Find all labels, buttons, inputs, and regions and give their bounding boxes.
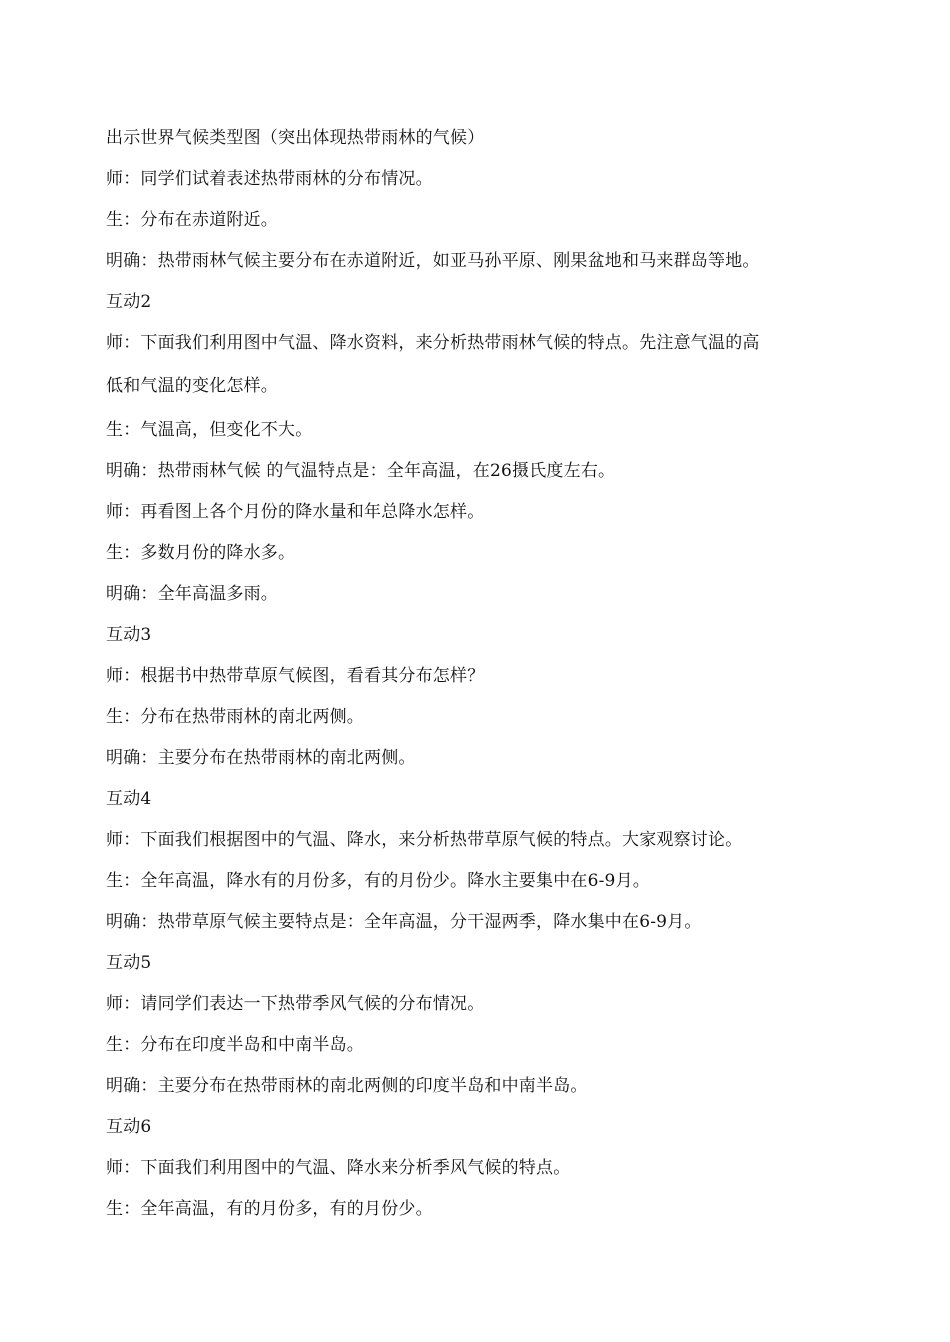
text-line: 明确：热带雨林气候 的气温特点是：全年高温，在26摄氏度左右。 — [106, 461, 616, 481]
text-line: 出示世界气候类型图（突出体现热带雨林的气候） — [106, 128, 485, 148]
section-heading: 互动4 — [106, 789, 152, 809]
text-line: 生：多数月份的降水多。 — [106, 543, 296, 563]
text-line: 师：下面我们利用图中气温、降水资料，来分析热带雨林气候的特点。先注意气温的高 — [106, 333, 760, 353]
text-line: 明确：主要分布在热带雨林的南北两侧。 — [106, 748, 416, 768]
text-line: 师：同学们试着表述热带雨林的分布情况。 — [106, 169, 433, 189]
text-line: 师：请同学们表达一下热带季风气候的分布情况。 — [106, 994, 485, 1014]
section-heading: 互动5 — [106, 953, 152, 973]
text-line: 生：分布在热带雨林的南北两侧。 — [106, 707, 364, 727]
text-line: 师：下面我们利用图中的气温、降水来分析季风气候的特点。 — [106, 1158, 571, 1178]
section-heading: 互动6 — [106, 1117, 152, 1137]
lesson-transcript — [106, 118, 866, 1230]
text-line: 明确：热带草原气候主要特点是：全年高温，分干湿两季，降水集中在6-9月。 — [106, 912, 702, 932]
text-line: 明确：全年高温多雨。 — [106, 584, 278, 604]
text-line: 明确：热带雨林气候主要分布在赤道附近，如亚马孙平原、刚果盆地和马来群岛等地。 — [106, 251, 760, 271]
text-line: 师：再看图上各个月份的降水量和年总降水怎样。 — [106, 502, 485, 522]
text-line-continuation: 低和气温的变化怎样。 — [106, 376, 278, 396]
text-line: 生：分布在赤道附近。 — [106, 210, 278, 230]
section-heading: 互动3 — [106, 625, 152, 645]
text-line: 生：全年高温，有的月份多，有的月份少。 — [106, 1199, 433, 1219]
text-line: 生：气温高，但变化不大。 — [106, 420, 313, 440]
text-line: 明确：主要分布在热带雨林的南北两侧的印度半岛和中南半岛。 — [106, 1076, 588, 1096]
text-line: 师：下面我们根据图中的气温、降水，来分析热带草原气候的特点。大家观察讨论。 — [106, 830, 743, 850]
text-line: 生：分布在印度半岛和中南半岛。 — [106, 1035, 364, 1055]
text-line: 师：根据书中热带草原气候图，看看其分布怎样？ — [106, 666, 485, 686]
section-heading: 互动2 — [106, 292, 152, 312]
text-line: 生：全年高温，降水有的月份多，有的月份少。降水主要集中在6-9月。 — [106, 871, 650, 891]
